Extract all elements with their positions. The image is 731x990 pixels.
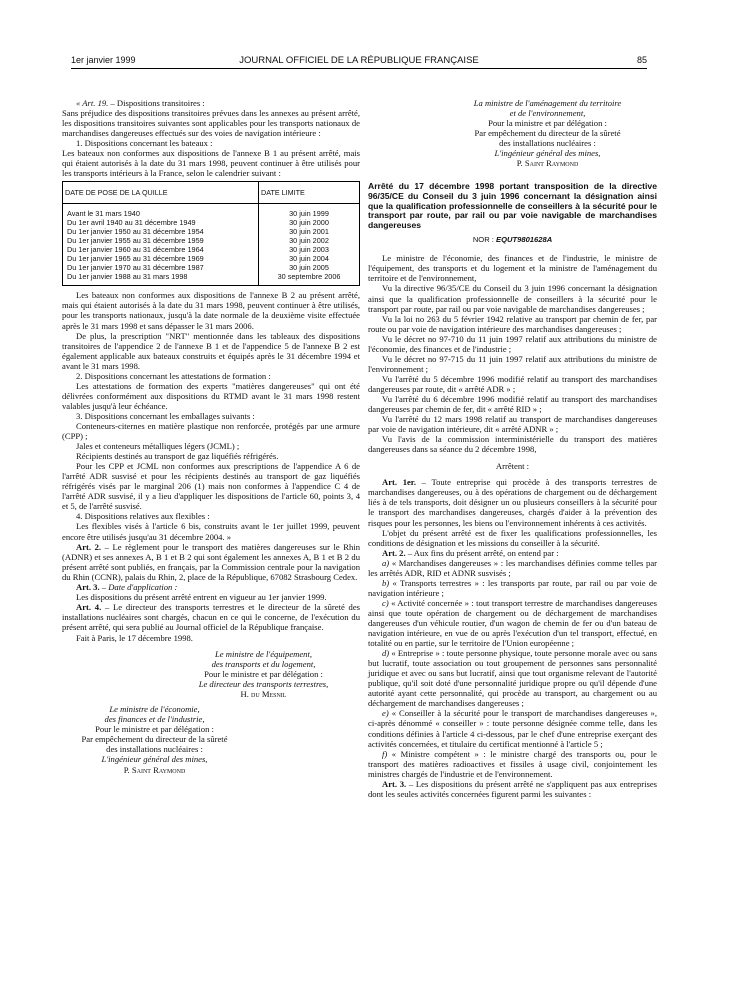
definition-a: a) « Marchandises dangereuses » : les marchandises définies comme telles par les arrêtés ADR, RID et ADNR susvisés ;	[368, 557, 657, 578]
definition-e: e) « Conseiller à la sécurité pour le transport de marchandises dangereuses », ci-après dénommé « conseiller » : toute personne désignée comme telle, dans les conditions définies à l'article 4 ci-dessous, par le chef d'une entreprise exerçant des activités concernées, et titulaire du certificat mentionné à l'article 5 ;	[368, 708, 657, 749]
art19-heading: « Art. 19. – Dispositions transitoires :	[76, 98, 205, 108]
limit-date-cell: 30 juin 2001	[259, 227, 360, 236]
limit-date-cell: 30 juin 2005	[259, 263, 360, 272]
table-row	[63, 272, 360, 286]
article-3: Art. 3. – Date d'application :	[76, 581, 178, 592]
visa: Vu l'arrêté du 5 décembre 1996 modifié relatif au transport des marchandises dangereuses par route, dit « arrêté ADR » ;	[368, 373, 657, 394]
article-2: Art. 2. – Le règlement pour le transport des matières dangereuses sur le Rhin (ADNR) et ses annexes A, B 1 et B 2 qui sont également les annexes A, B 1 et B 2 du présent arrêté sont publiés, en français, par la Commission centrale pour la navigation du Rhin (CCNR), palais du Rhin, 2, place de la République, 67082 Strasbourg Cedex.	[62, 541, 361, 582]
article-1: Art. 1er. – Toute entreprise qui procède à des transports terrestres de marchandises dangereuses, ou à des opérations de chargement ou de déchargement liés à de tels transports, doit désigner un ou plusieurs conseillers à la sécurité pour le transport des marchandises dangereuses, chargés d'aider à la prévention des risques pour les personnes, les biens ou l'environnement inhérents à ces activités.	[368, 477, 657, 528]
keel-date-cell: Du 1er janvier 1960 au 31 décembre 1964	[63, 245, 259, 254]
visa: Vu la loi no 263 du 5 février 1942 relative au transport par chemin de fer, par route ou par voie de navigation intérieure des marchandises dangereuses ;	[368, 313, 657, 334]
paragraph: Les attestations de formation des experts "matières dangereuses" qui ont été délivrées conformément aux dispositions du RTMD avant le 31 mars 1998 restent valables jusqu'à leur échéance.	[62, 380, 360, 411]
limit-date-cell: 30 juin 2004	[259, 254, 360, 263]
header-date: 1er janvier 1999	[71, 55, 136, 65]
left-column	[62, 98, 360, 775]
paragraph: Jales et conteneurs métalliques légers (JCML) ;	[76, 441, 240, 452]
paragraph: Récipients destinés au transport de gaz liquéfiés réfrigérés.	[76, 451, 279, 462]
article-2: Art. 2. – Aux fins du présent arrêté, on entend par :	[382, 547, 559, 558]
definition-f: f) « Ministre compétent » : le ministre chargé des transports ou, pour le transport des matières radioactives et fissiles à usage civil, conjointement les ministres chargés de l'industrie et de l'environnement.	[368, 748, 657, 779]
visa: Vu l'arrêté du 6 décembre 1996 modifié relatif au transport des marchandises dangereuses par chemin de fer, dit « arrêté RID » ;	[368, 394, 657, 415]
signature-block-economy: Le ministre de l'économie, des finances et de l'industrie, Pour le ministre et par délégation : Par empêchement du directeur de la sûreté des installations nucléaires : L'ingénieur général des mines, P. Saint Raymond	[81, 704, 228, 775]
page-header	[71, 55, 647, 67]
table-row	[63, 227, 360, 236]
keel-date-cell: Du 1er janvier 1970 au 31 décembre 1987	[63, 263, 259, 272]
paragraph: De plus, la prescription "NRT" mentionnée dans les tableaux des dispositions transitoires de l'appendice 2 de l'annexe B 1 et de l'appendice 5 de l'annexe B 2 est également applicable aux bateaux construits et équipés après le 31 décembre 1994 et avant le 31 mars 1998.	[62, 330, 360, 371]
article-4: Art. 4. – Le directeur des transports terrestres et le directeur de la sûreté des installations nucléaires sont chargés, chacun en ce qui le concerne, de l'exécution du présent arrêté, qui sera publié au Journal officiel de la République française.	[62, 601, 360, 632]
definition-d: d) « Entreprise » : toute personne physique, toute personne morale avec ou sans but lucratif, toute association ou tout groupement de personnes sans personnalité juridique et avec ou sans but lucratif, ainsi que tout organisme relevant de l'autorité publique, qu'il soit doté d'une personnalité juridique propre ou qu'il dépende d'une autorité ayant cette personnalité, qui procède au transport, au chargement ou au déchargement de marchandises dangereuses ;	[368, 648, 657, 709]
definition-c: c) « Activité concernée » : tout transport terrestre de marchandises dangereuses ainsi que toute opération de chargement ou de déchargement de marchandises dangereuses d'un véhicule routier, d'un wagon de chemin de fer ou d'un bateau de navigation intérieure, en vue de ou après l'exécution d'un tel transport, effectué, en totalité ou en partie, sur le territoire de l'Union européenne ;	[368, 597, 657, 649]
signature-block-environment: La ministre de l'aménagement du territoire et de l'environnement, Pour la ministre et par délégation : Par empêchement du directeur de la sûreté des installations nucléaires : L'ingénieur général des mines, P. Saint Raymond	[473, 98, 622, 169]
paragraph: 3. Dispositions concernant les emballages suivants :	[76, 410, 255, 421]
keel-date-cell: Du 1er janvier 1988 au 31 mars 1998	[63, 272, 259, 286]
table-row	[63, 245, 360, 254]
visa: Vu le décret no 97-710 du 11 juin 1997 relatif aux attributions du ministre de l'économie, des finances et de l'industrie ;	[368, 333, 657, 354]
visa: Vu le décret no 97-715 du 11 juin 1997 relatif aux attributions du ministre de l'environnement ;	[368, 353, 657, 374]
nor-reference: NOR : EQUT9801628A	[472, 235, 553, 245]
table-row	[63, 218, 360, 227]
paragraph: Pour les CPP et JCML non conformes aux prescriptions de l'appendice A 6 de l'arrêté ADR susvisé et pour les récipients destinés au transport de gaz liquéfiés réfrigérés visés par le marginal 206 (1) mais non conformes à l'appendice C 4 de l'arrêté ADR susvisé, il y a lieu d'appliquer les dispositions de l'article 60, points 3, 4 et 5, de l'arrêté susvisé.	[62, 461, 360, 512]
paragraph: 2. Dispositions concernant les attestations de formation :	[76, 370, 271, 381]
paragraph: Sans préjudice des dispositions transitoires prévues dans les annexes au présent arrêté, les dispositions transitoires suivantes sont applicables pour les transports nationaux de marchandises dangereuses effectués sur des voies de navigation intérieure :	[62, 108, 360, 139]
paragraph: Les bateaux non conformes aux dispositions de l'annexe B 1 au présent arrêté, mais qui étaient autorisés à la date du 31 mars 1998, peuvent continuer à être utilisés pour les transports intérieurs à la France, selon le calendrier suivant :	[62, 148, 360, 179]
visa: Vu l'avis de la commission interministérielle du transport des matières dangereuses dans sa séance du 2 décembre 1998,	[368, 434, 657, 455]
table-row	[63, 263, 360, 272]
article-3: Art. 3. – Les dispositions du présent arrêté ne s'appliquent pas aux entreprises dont les seules activités concernées figurent parmi les suivantes :	[368, 778, 657, 799]
keel-date-cell: Du 1er avril 1940 au 31 décembre 1949	[63, 218, 259, 227]
keel-date-cell: Du 1er janvier 1965 au 31 décembre 1969	[63, 254, 259, 263]
limit-date-cell: 30 septembre 2006	[259, 272, 360, 286]
visa: Vu l'arrêté du 12 mars 1998 relatif au transport de marchandises dangereuses par voie de navigation intérieure, dit « arrêté ADNR » ;	[368, 414, 657, 435]
arretent-heading: Arrêtent :	[495, 461, 530, 472]
limit-date-cell: 30 juin 2003	[259, 245, 360, 254]
paragraph: Conteneurs-citernes en matière plastique non renforcée, protégés par une armure (CPP) ;	[62, 420, 360, 442]
decree-title: Arrêté du 17 décembre 1998 portant transposition de la directive 96/35/CE du Conseil du 3 juin 1996 concernant la désignation ainsi que la qualification professionnelle de conseillers à la sécurité pour le transport par route, par rail ou par voie navigable de marchandises dangereuses	[368, 181, 657, 230]
table-header-limit-date: DATE LIMITE	[259, 182, 360, 204]
header-journal-title: JOURNAL OFFICIEL DE LA RÉPUBLIQUE FRANÇAISE	[239, 55, 479, 66]
limit-date-cell: 30 juin 2000	[259, 218, 360, 227]
paragraph: Les dispositions du présent arrêté entrent en vigueur au 1er janvier 1999.	[76, 591, 327, 602]
right-column	[368, 98, 657, 799]
paragraph: 4. Dispositions relatives aux flexibles :	[76, 511, 210, 522]
header-rule	[71, 68, 647, 69]
signature-date: Fait à Paris, le 17 décembre 1998.	[76, 632, 193, 643]
paragraph: L'objet du présent arrêté est de fixer les qualifications professionnelles, les conditions de désignation et les missions du conseiller à la sécurité.	[368, 527, 657, 548]
keel-date-cell: Avant le 31 mars 1940	[63, 204, 259, 219]
keel-date-cell: Du 1er janvier 1955 au 31 décembre 1959	[63, 236, 259, 245]
paragraph: Les flexibles visés à l'article 6 bis, construits avant le 1er juillet 1999, peuvent encore être utilisés jusqu'au 31 décembre 2004. »	[62, 521, 360, 542]
calendar-table	[62, 181, 360, 286]
paragraph: 1. Dispositions concernant les bateaux :	[76, 138, 213, 149]
definition-b: b) « Transports terrestres » : les transports par route, par rail ou par voie de navigation intérieure ;	[368, 577, 657, 598]
limit-date-cell: 30 juin 1999	[259, 204, 360, 219]
table-row	[63, 236, 360, 245]
paragraph: Les bateaux non conformes aux dispositions de l'annexe B 2 au présent arrêté, mais qui étaient autorisés à la date du 31 mars 1998, peuvent continuer à être utilisés, pour les transports nationaux, jusqu'à la date normale de la deuxième visite effectuée après le 31 mars 1998 et sans dépasser le 31 mars 2006.	[62, 290, 360, 331]
paragraph: Le ministre de l'économie, des finances et de l'industrie, le ministre de l'équipement, des transports et du logement et la ministre de l'aménagement du territoire et de l'environnement,	[368, 253, 657, 284]
limit-date-cell: 30 juin 2002	[259, 236, 360, 245]
table-row	[63, 204, 360, 219]
visa: Vu la directive 96/35/CE du Conseil du 3 juin 1996 concernant la désignation ainsi que la qualification professionnelle de conseillers à la sécurité pour le transport par route, par rail ou par voie navigable de marchandises dangereuses ;	[368, 283, 657, 314]
keel-date-cell: Du 1er janvier 1950 au 31 décembre 1954	[63, 227, 259, 236]
signature-block-equipment: Le ministre de l'équipement, des transports et du logement, Pour le ministre et par délégation : Le directeur des transports terrestres, H. du Mesnil	[198, 649, 329, 700]
table-header-keel-date: DATE DE POSE DE LA QUILLE	[63, 182, 259, 204]
table-row	[63, 254, 360, 263]
header-page-number: 85	[636, 55, 647, 65]
